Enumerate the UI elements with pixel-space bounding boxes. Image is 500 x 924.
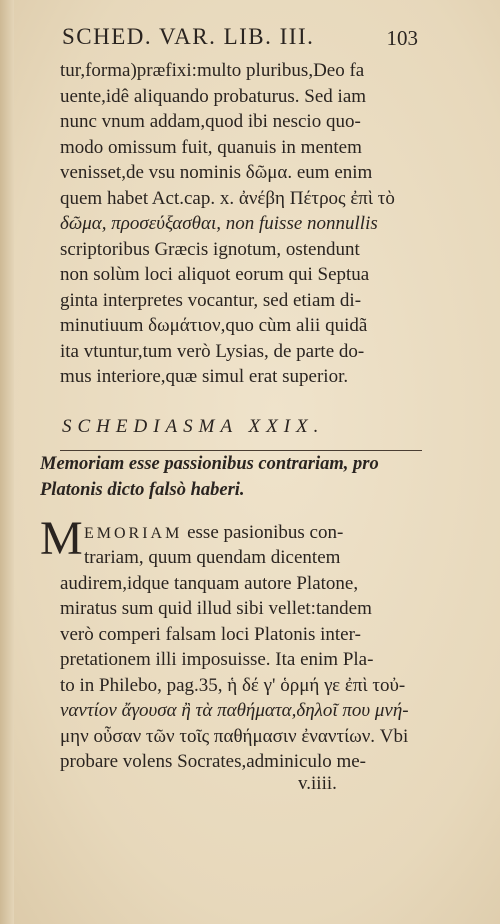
section-heading: SCHEDIASMA XXIX. [62, 416, 325, 437]
summary-line: Memoriam esse passionibus contrariam, pro [40, 454, 379, 474]
running-title: SCHED. VAR. LIB. III. [62, 24, 315, 49]
text-line: δῶμα, προσεύξασθαι, non fuisse nonnullis [60, 213, 378, 234]
page-header [62, 24, 418, 60]
text-line: audirem,idque tanquam autore Platone, [60, 572, 359, 594]
text-line: venisset,de vsu nominis δῶμα. eum enim [60, 162, 373, 183]
paragraph-first-line [84, 520, 420, 546]
text-line: pretationem illi imposuisse. Ita enim Pla- [60, 649, 374, 670]
lead-line-rest: esse pasionibus con- [182, 522, 344, 543]
paragraph-body [60, 545, 420, 775]
page-number: 103 [386, 26, 418, 50]
drop-capital: M [40, 512, 83, 565]
text-line: μην οὖσαν τῶν τοῖς παθήμασιν ἐναντίων. Vbi [60, 725, 409, 747]
text-line: ginta interpretes vocantur, sed etiam di- [60, 289, 362, 311]
paragraph-continuation [60, 58, 420, 390]
text-line: miratus sum quid illud sibi vellet:tandem [60, 598, 372, 619]
text-line: ναντίον ἄγουσα ἢ τὰ παθήματα,δηλοῖ που μνή- [60, 700, 409, 721]
text-line [84, 520, 420, 546]
text-line: to in Philebo, pag.35, ἡ δέ γ' ὁρμή γε ἐπὶ τοὐ- [60, 674, 406, 696]
lead-small-caps: EMORIAM [84, 525, 183, 542]
text-line: nunc vnum addam,quod ibi nescio quo- [60, 111, 361, 132]
text-line: trariam, quum quendam dicentem [84, 547, 341, 568]
text-line: modo omissum fuit, quanuis in mentem [60, 136, 362, 158]
text-line: minutiuum δωμάτιον,quo cùm alii quidã [60, 315, 368, 336]
text-line: ita vtuntur,tum verò Lysias, de parte do- [60, 340, 365, 362]
catchword: v.iiii. [298, 773, 337, 794]
text-line: quem habet Act.cap. x. ἀνέβη Πέτρος ἐπὶ τὸ [60, 187, 395, 209]
heading-rule [60, 450, 422, 451]
text-line: mus interiore,quæ simul erat superior. [60, 366, 349, 387]
text-line: verò comperi falsam loci Platonis inter- [60, 623, 361, 645]
section-summary [40, 452, 420, 503]
text-line: non solùm loci aliquot eorum qui Septua [60, 264, 370, 285]
text-line: probare volens Socrates,adminiculo me- [60, 751, 367, 772]
page-gutter [0, 0, 14, 924]
text-line: tur,forma)præfixi:multo pluribus,Deo fa [60, 60, 365, 81]
text-line: scriptoribus Græcis ignotum, ostendunt [60, 238, 360, 260]
summary-line: Platonis dicto falsò haberi. [40, 479, 245, 500]
text-line: uente,idê aliquando probaturus. Sed iam [60, 85, 367, 107]
